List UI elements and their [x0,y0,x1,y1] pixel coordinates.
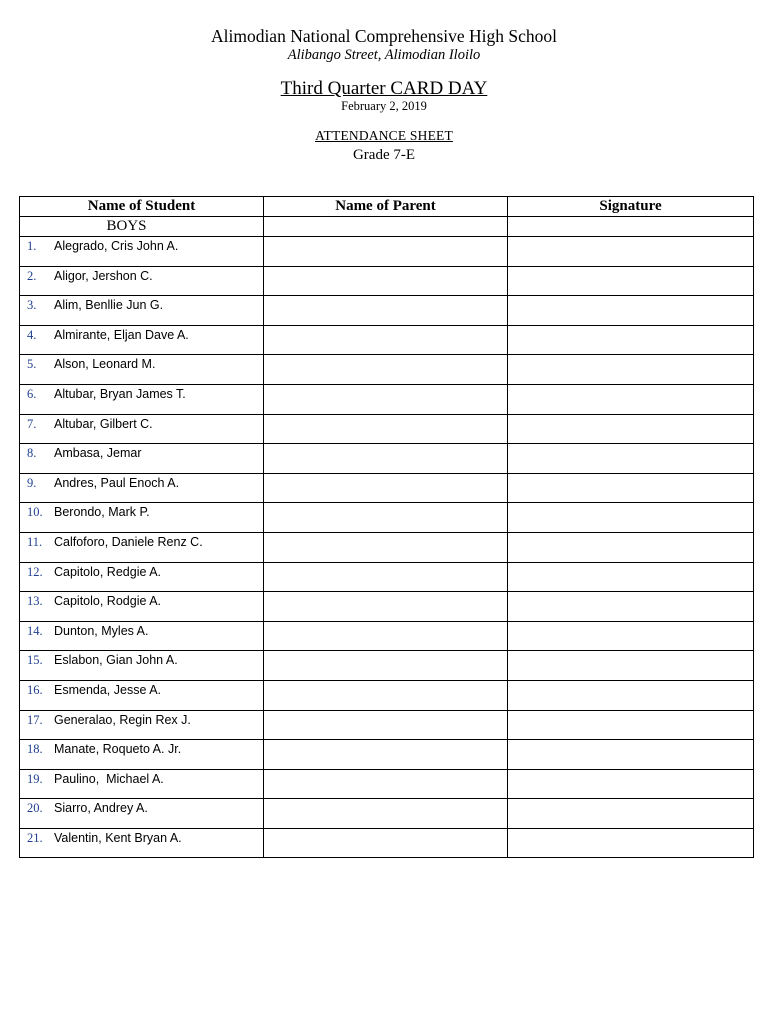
table-row [20,680,754,710]
parent-cell [264,384,508,414]
parent-cell [264,473,508,503]
student-cell-content [20,237,263,254]
student-cell [20,444,264,474]
student-name: Almirante, Eljan Dave A. [54,327,189,342]
student-name: Esmenda, Jesse A. [54,682,162,697]
student-cell [20,799,264,829]
parent-cell [264,680,508,710]
signature-cell [508,651,754,681]
student-cell [20,503,264,533]
student-cell-content [20,770,263,787]
student-cell-content [20,740,263,757]
student-name: Siarro, Andrey A. [54,801,148,816]
row-number: 9. [27,475,37,490]
parent-cell [264,217,508,237]
student-cell [20,355,264,385]
column-header-signature: Signature [508,197,754,217]
row-number: 20. [27,801,43,816]
parent-cell [264,651,508,681]
table-row [20,414,754,444]
event-title: Third Quarter CARD DAY [280,78,488,99]
table-body [20,217,754,858]
parent-cell [264,710,508,740]
table-row [20,710,754,740]
signature-cell [508,237,754,267]
row-number: 6. [27,386,37,401]
row-number: 21. [27,830,43,845]
parent-cell [264,444,508,474]
student-cell-content [20,415,263,432]
table-row [20,325,754,355]
parent-cell [264,503,508,533]
row-number: 18. [27,742,43,757]
row-number: 17. [27,712,43,727]
student-name: Valentin, Kent Bryan A. [54,830,182,845]
student-name: Capitolo, Redgie A. [54,564,162,579]
signature-cell [508,355,754,385]
student-name: Calfoforo, Daniele Renz C. [54,534,203,549]
row-number: 7. [27,416,37,431]
signature-cell [508,621,754,651]
student-cell [20,296,264,326]
table-row [20,592,754,622]
student-cell-content [20,799,263,816]
student-cell-content [20,326,263,343]
student-cell [20,740,264,770]
table-row [20,266,754,296]
row-number: 10. [27,505,43,520]
student-name: Alim, Benllie Jun G. [54,298,164,313]
row-number: 4. [27,327,37,342]
student-cell [20,384,264,414]
student-cell [20,325,264,355]
student-cell-content [20,563,263,580]
parent-cell [264,828,508,858]
row-number: 11. [27,534,43,549]
table-row [20,799,754,829]
student-cell-content [20,651,263,668]
sheet-title: ATTENDANCE SHEET [315,128,453,143]
signature-cell [508,680,754,710]
student-cell [20,266,264,296]
signature-cell [508,473,754,503]
parent-cell [264,799,508,829]
row-number: 1. [27,239,37,253]
student-cell-content [20,829,263,846]
row-number: 12. [27,564,43,579]
parent-cell [264,621,508,651]
signature-cell [508,296,754,326]
parent-cell [264,592,508,622]
grade-section: Grade 7-E [352,147,416,163]
student-cell-content [20,533,263,550]
table-row [20,532,754,562]
table-row [20,621,754,651]
table-row [20,828,754,858]
student-name: Ambasa, Jemar [54,446,142,461]
signature-cell [508,799,754,829]
table-row [20,769,754,799]
student-cell-content [20,622,263,639]
table-row [20,384,754,414]
event-date: February 2, 2019 [341,99,427,113]
row-number: 19. [27,771,43,786]
student-name: Altubar, Bryan James T. [54,386,186,401]
row-number: 16. [27,682,43,697]
signature-cell [508,384,754,414]
parent-cell [264,325,508,355]
signature-cell [508,325,754,355]
row-number: 15. [27,653,43,668]
school-name: Alimodian National Comprehensive High School [210,26,558,46]
student-cell [20,592,264,622]
student-cell-content [20,592,263,609]
column-header-student: Name of Student [20,197,264,217]
student-name: Dunton, Myles A. [54,623,149,638]
column-header-parent: Name of Parent [264,197,508,217]
row-number: 3. [27,298,37,313]
row-number: 14. [27,623,43,638]
signature-cell [508,562,754,592]
student-name: Andres, Paul Enoch A. [54,475,180,490]
student-cell [20,828,264,858]
signature-cell [508,217,754,237]
group-row [20,217,754,237]
student-cell [20,680,264,710]
parent-cell [264,769,508,799]
student-name: Alegrado, Cris John A. [54,239,179,253]
student-cell-content [20,711,263,728]
table-row [20,503,754,533]
parent-cell [264,266,508,296]
student-cell [20,710,264,740]
table-row [20,651,754,681]
signature-cell [508,592,754,622]
signature-cell [508,710,754,740]
student-name: Generalao, Regin Rex J. [54,712,191,727]
parent-cell [264,740,508,770]
signature-cell [508,444,754,474]
student-name: Paulino, Michael A. [54,771,164,786]
student-cell-content [20,355,263,372]
group-cell [20,217,264,237]
group-label: BOYS [106,218,147,234]
row-number: 13. [27,594,43,609]
student-cell-content [20,503,263,520]
student-cell [20,473,264,503]
student-name: Eslabon, Gian John A. [54,653,178,668]
student-cell-content [20,444,263,461]
table-row [20,562,754,592]
table-row [20,355,754,385]
table-row [20,296,754,326]
parent-cell [264,237,508,267]
table-row [20,473,754,503]
student-cell-content [20,474,263,491]
signature-cell [508,414,754,444]
parent-cell [264,355,508,385]
student-name: Capitolo, Rodgie A. [54,594,162,609]
student-cell [20,532,264,562]
parent-cell [264,532,508,562]
table-row [20,444,754,474]
signature-cell [508,266,754,296]
row-number: 8. [27,446,37,461]
table-row [20,740,754,770]
signature-cell [508,769,754,799]
attendance-table [19,196,754,858]
school-address: Alibango Street, Alimodian Iloilo [287,47,481,63]
student-cell [20,621,264,651]
parent-cell [264,414,508,444]
student-cell [20,562,264,592]
student-cell-content [20,681,263,698]
student-name: Berondo, Mark P. [54,505,150,520]
signature-cell [508,532,754,562]
table-row [20,237,754,267]
student-cell [20,414,264,444]
row-number: 2. [27,268,37,283]
student-name: Manate, Roqueto A. Jr. [54,742,182,757]
signature-cell [508,503,754,533]
student-name: Altubar, Gilbert C. [54,416,153,431]
parent-cell [264,562,508,592]
student-cell [20,769,264,799]
student-name: Alson, Leonard M. [54,357,156,372]
parent-cell [264,296,508,326]
student-cell [20,651,264,681]
signature-cell [508,828,754,858]
student-cell-content [20,385,263,402]
student-name: Aligor, Jershon C. [54,268,153,283]
table-header-row [20,197,754,217]
signature-cell [508,740,754,770]
student-cell-content [20,296,263,313]
student-cell-content [20,267,263,284]
row-number: 5. [27,357,37,372]
student-cell [20,237,264,267]
